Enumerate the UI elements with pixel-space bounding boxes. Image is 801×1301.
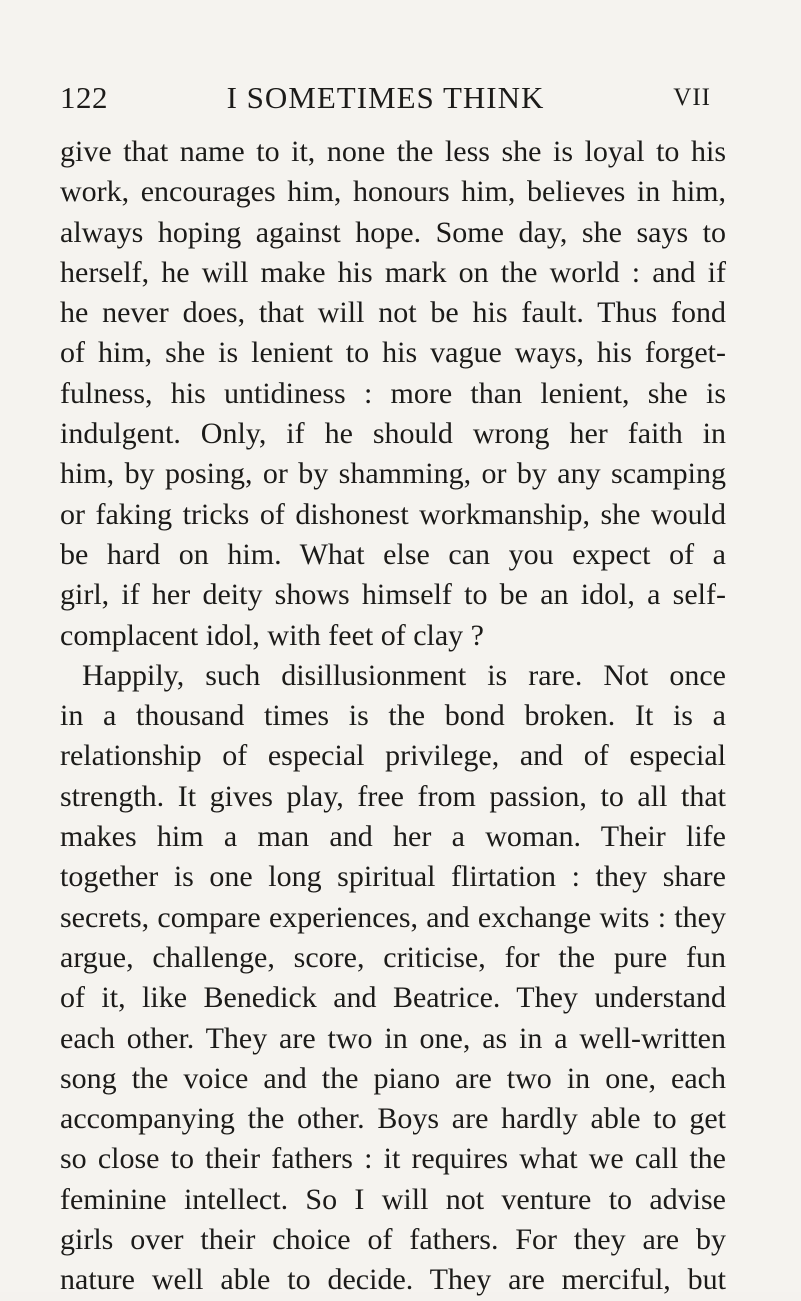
text-line: Happily, such disillusionment is rare. Not once	[82, 658, 726, 692]
text-line: each other. They are two in one, as in a well-written	[60, 1021, 726, 1055]
running-head	[60, 80, 711, 124]
running-title: I SOMETIMES THINK	[226, 80, 545, 115]
chapter-number: VII	[673, 84, 711, 111]
text-line: song the voice and the piano are two in one, each	[60, 1061, 726, 1095]
text-line: so close to their fathers : it requires what we call the	[60, 1142, 726, 1176]
text-line: makes him a man and her a woman. Their life	[60, 820, 726, 854]
text-line: nature well able to decide. They are merciful, but	[60, 1263, 726, 1297]
text-line: him, by posing, or by shamming, or by any scamping	[60, 457, 726, 491]
text-line: strength. It gives play, free from passion, to all that	[60, 779, 726, 813]
text-line: of him, she is lenient to his vague ways, his forget-	[60, 336, 726, 370]
text-line: give that name to it, none the less she is loyal to his	[60, 135, 726, 168]
body-text	[60, 132, 726, 1301]
text-line: or faking tricks of dishonest workmanship, she would	[60, 497, 726, 531]
page-number: 122	[60, 80, 108, 115]
text-line: indulgent. Only, if he should wrong her faith in	[60, 417, 726, 451]
text-line: he never does, that will not be his fault. Thus fond	[60, 296, 726, 330]
text-line: girls over their choice of fathers. For they are by	[60, 1223, 726, 1257]
text-line: secrets, compare experiences, and exchange wits : they	[60, 900, 726, 934]
text-line: herself, he will make his mark on the world : and if	[60, 255, 726, 289]
text-line: together is one long spiritual flirtation : they share	[60, 860, 726, 894]
text-line: argue, challenge, score, criticise, for the pure fun	[60, 940, 726, 974]
text-line: in a thousand times is the bond broken. It is a	[60, 699, 726, 733]
text-line: relationship of especial privilege, and of especial	[60, 739, 726, 773]
text-line: girl, if her deity shows himself to be an idol, a self-	[60, 578, 726, 612]
text-line: accompanying the other. Boys are hardly able to get	[60, 1102, 726, 1136]
text-line: of it, like Benedick and Beatrice. They understand	[60, 981, 726, 1015]
text-line: fulness, his untidiness : more than lenient, she is	[60, 376, 726, 410]
text-line: always hoping against hope. Some day, she says to	[60, 215, 726, 249]
text-line: work, encourages him, honours him, believes in him,	[60, 175, 726, 209]
text-line: be hard on him. What else can you expect of a	[60, 537, 726, 571]
text-line: complacent idol, with feet of clay ?	[60, 618, 484, 652]
text-line: feminine intellect. So I will not venture to advise	[60, 1182, 726, 1216]
